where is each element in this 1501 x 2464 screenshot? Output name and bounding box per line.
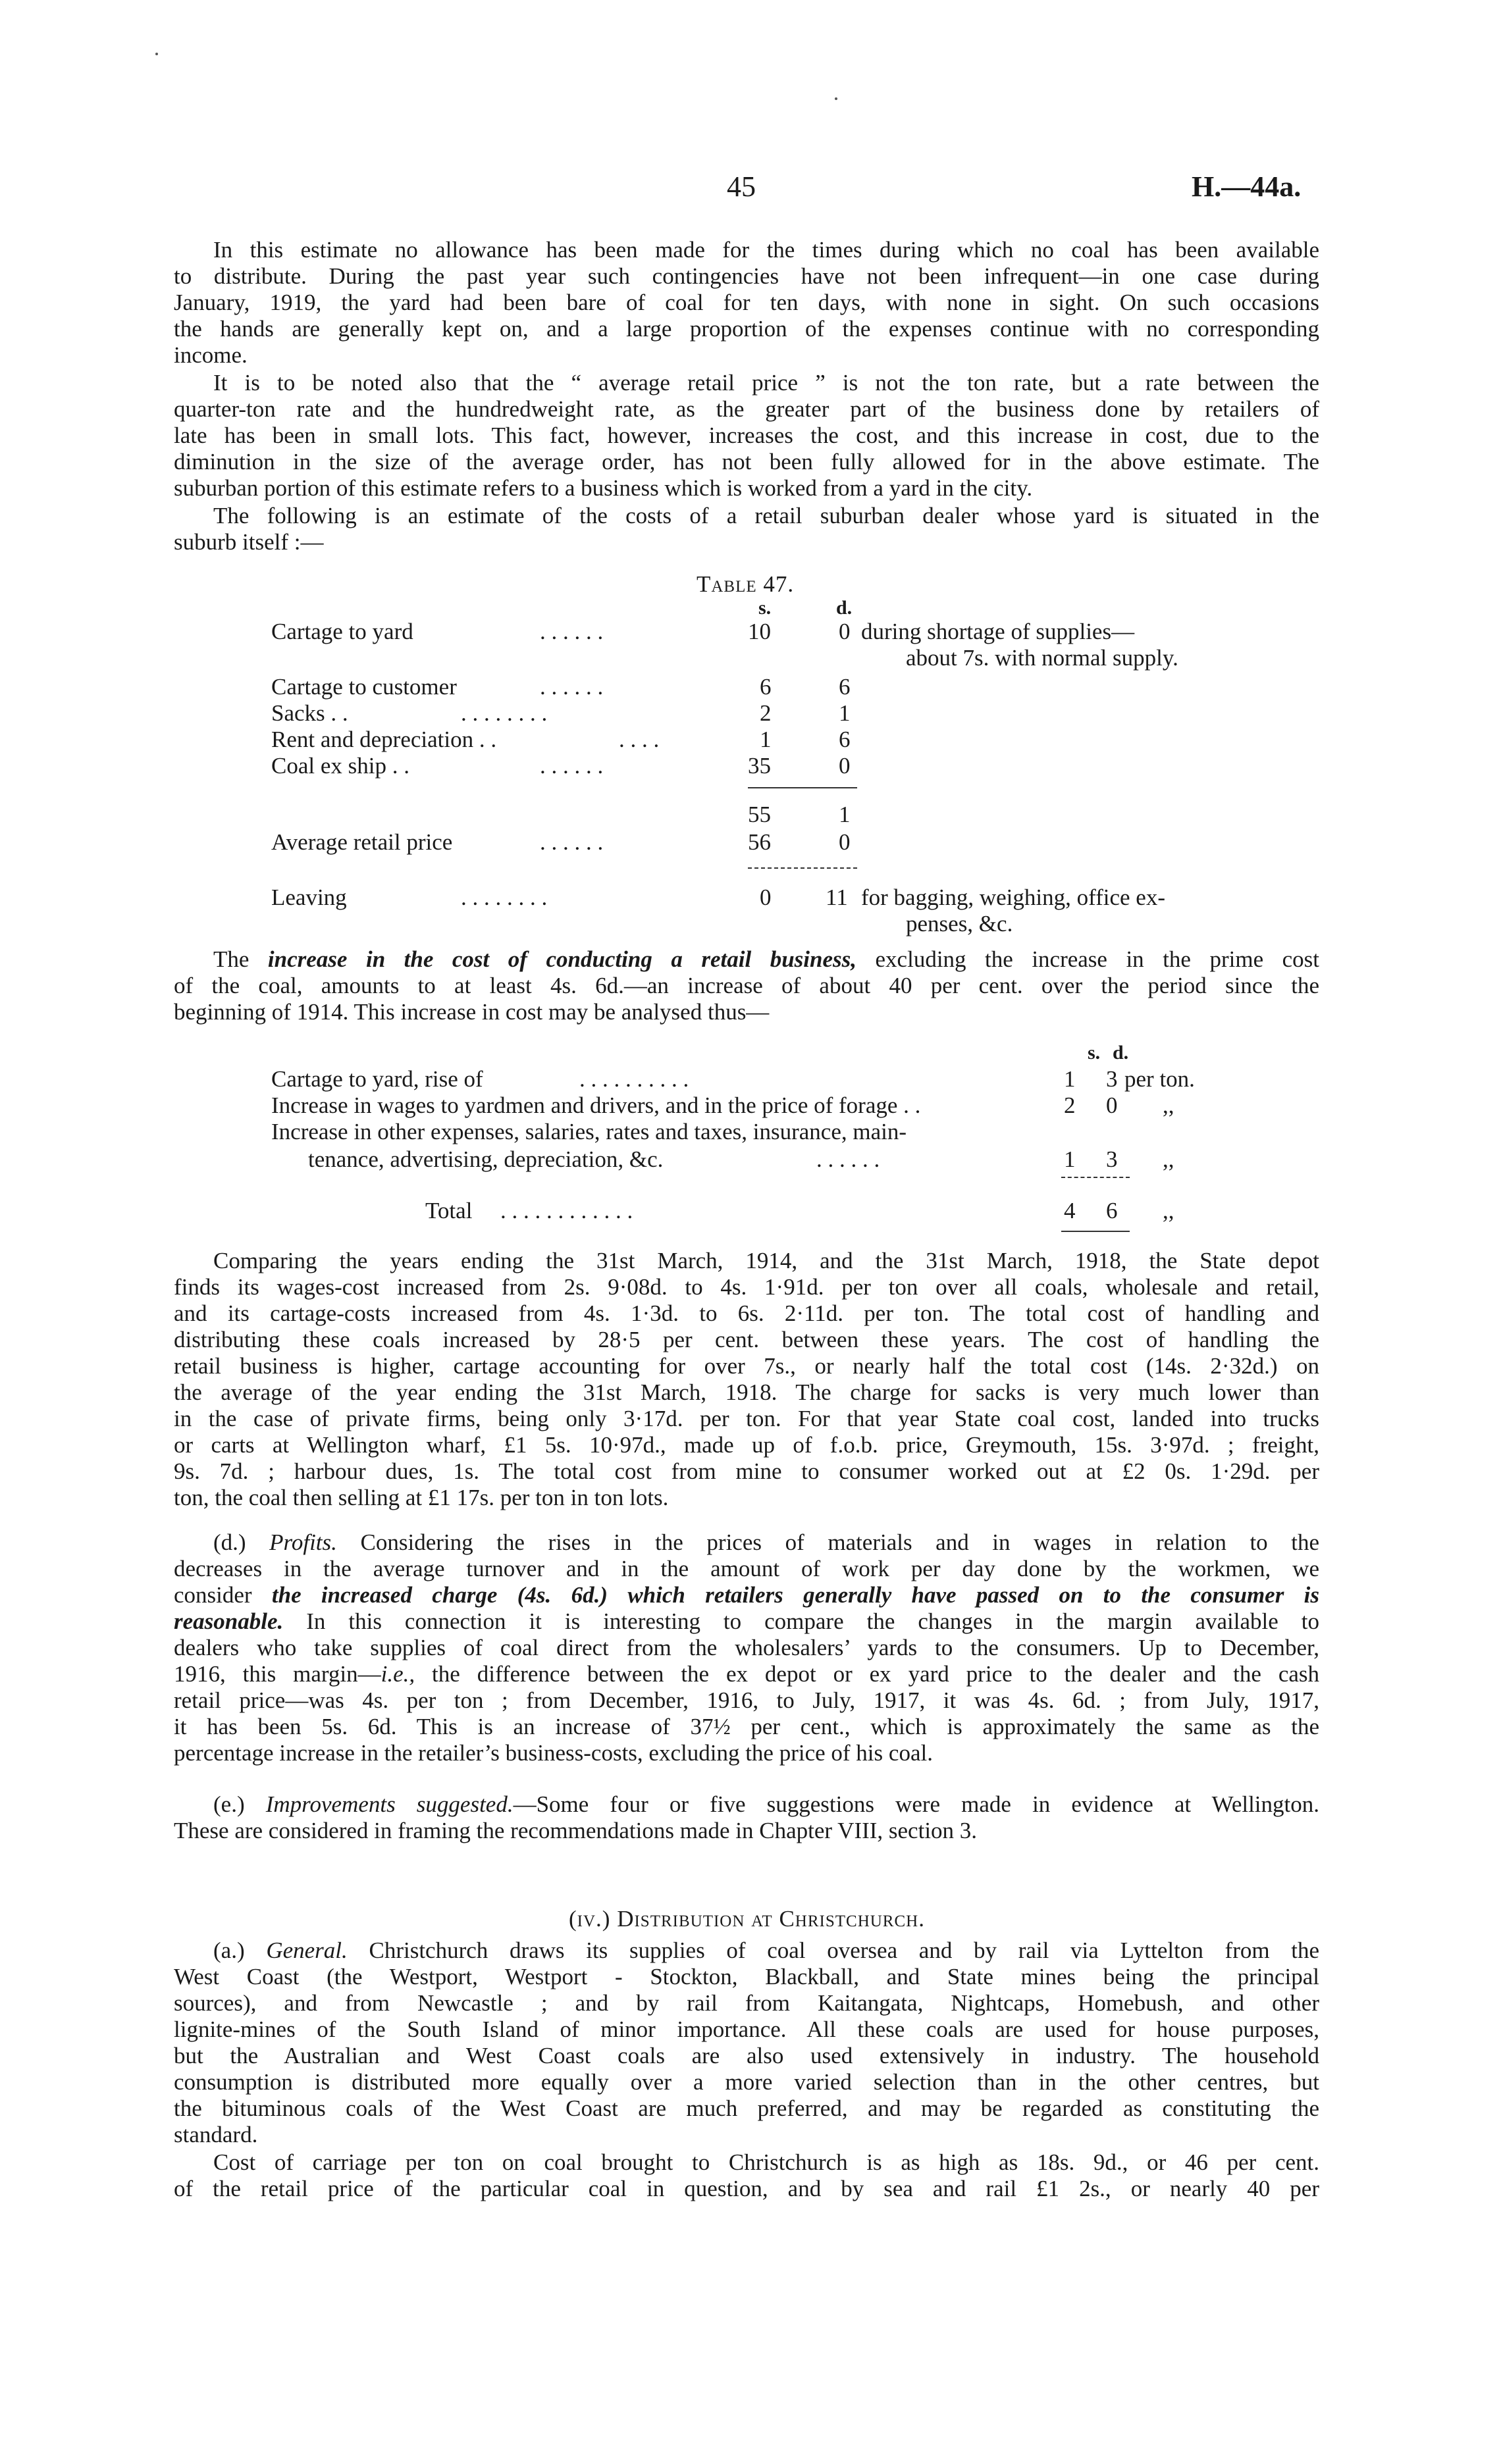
text-line: to distribute. During the past year such contingencies have not been infrequent—in one case during [174,263,1319,289]
text-line: the bituminous coals of the West Coast are much preferred, and may be regarded as constituting the [174,2095,1319,2121]
table-row-dots: . . . . . . [540,829,604,855]
text-line: In this estimate no allowance has been made for the times during which no coal has been available [213,237,1319,263]
text-line [174,1661,1319,1687]
text-line: These are considered in framing the recommendations made in Chapter VIII, section 3. [174,1818,978,1843]
text-line: ton, the coal then selling at £1 17s. per ton in ton lots. [174,1485,669,1510]
text-line [174,1938,1319,1964]
table-row-unit: ,, [1163,1146,1174,1172]
text-line [174,946,1319,973]
text-line: suburban portion of this estimate refers to a business which is worked from a yard in the city. [174,475,1033,501]
text-line: it has been 5s. 6d. This is an increase of 37½ per cent., which is approximately the same as the [174,1714,1319,1739]
table-rule [1061,1231,1130,1232]
text-line: income. [174,342,248,368]
section-heading: (iv.) Distribution at Christchurch. [569,1906,925,1932]
table-row-dots: . . . . [619,727,660,752]
table-row-label: Sacks . . [271,700,348,726]
table-row-shillings: 10 [748,619,771,644]
text-line: It is to be noted also that the “ average retail price ” is not the ton rate, but a rate between the [213,370,1319,396]
table-row-dots: . . . . . . . . [461,885,548,910]
text-line: diminution in the size of the average order, has not been fully allowed for in the above estimate. The [174,449,1319,475]
paragraph-label: (d.) [213,1529,246,1555]
text-line: the hands are generally kept on, and a large proportion of the expenses continue with no corresponding [174,316,1319,342]
text-line: suburb itself :— [174,529,324,555]
paragraph-label: (a.) [213,1938,245,1963]
text-line: finds its wages-cost increased from 2s. 9·08d. to 4s. 1·91d. per ton over all coals, wholesale and retail, [174,1274,1319,1300]
table-row-label: Cartage to yard, rise of [271,1066,483,1092]
text-line: percentage increase in the retailer’s business-costs, excluding the price of his coal. [174,1740,933,1766]
text-line: decreases in the average turnover and in the amount of work per day done by the workmen, we [174,1556,1319,1581]
table-row-pence: 6 [839,674,851,700]
table-rule [1061,1177,1130,1178]
table-col-s: s. [1088,1042,1101,1064]
table-row-label: tenance, advertising, depreciation, &c. [308,1146,664,1172]
table-47-col-s: s. [758,597,772,619]
table-subtotal-pence: 1 [839,802,851,827]
intro-paragraph-3 [174,503,1319,555]
table-total-pence: 6 [1106,1198,1118,1223]
table-row-shillings: 2 [1064,1092,1076,1118]
text-line: lignite-mines of the South Island of minor importance. All these coals are used for house purposes, [174,2016,1319,2042]
table-row-dots: . . . . . . . . . . [579,1066,689,1092]
table-row-note: about 7s. with normal supply. [906,645,1178,671]
table-row-label: Cartage to customer [271,674,457,700]
table-47-col-d: d. [836,597,853,619]
text-line: West Coast (the Westport, Westport - Stockton, Blackball, and State mines being the principal [174,1964,1319,1989]
table-rule [748,787,857,788]
table-row-unit: ,, [1163,1198,1174,1223]
table-row-dots: . . . . . . [540,753,604,779]
table-subtotal-shillings: 55 [748,802,771,827]
page-number: 45 [727,170,756,203]
table-row-pence: 11 [826,885,848,910]
text-line: of the retail price of the particular coal in question, and by sea and rail £1 2s., or nearly 40 per [174,2176,1319,2201]
text-line: Comparing the years ending the 31st March, 1914, and the 31st March, 1918, the State depot [213,1248,1319,1273]
text-line: quarter-ton rate and the hundredweight rate, as the greater part of the business done by retailers of [174,396,1319,422]
table-row-label: Rent and depreciation . . [271,727,497,752]
table-row-dots: . . . . . . [816,1146,880,1172]
paragraph-label: (e.) [213,1791,245,1817]
table-row-pence: 1 [839,700,851,726]
intro-paragraph-1 [174,237,1319,369]
text-run: the difference between the ex depot or ex yard price to the dealer and the cash [415,1661,1320,1687]
table-row-shillings: 1 [1064,1066,1076,1092]
table-row-shillings: 1 [1064,1146,1076,1172]
text-run: The [213,946,268,972]
table-row-pence: 0 [839,829,851,855]
text-line [174,1529,1319,1556]
table-row-label: Increase in wages to yardmen and drivers, and in the price of forage . . [271,1092,921,1118]
text-run: 1916, this margin— [174,1661,381,1687]
text-run: In this connection it is interesting to compare the changes in the margin available to [283,1608,1319,1634]
table-row-shillings: 35 [748,753,771,779]
paragraph-heading: Improvements suggested. [265,1791,514,1817]
table-total-shillings: 4 [1064,1198,1076,1223]
table-rule [748,867,857,869]
emphasis-text: reasonable. [174,1608,284,1634]
text-line [174,1582,1319,1608]
text-line [174,1608,1319,1635]
text-line: retail business is higher, cartage accounting for over 7s., or nearly half the total cost (14s. 2·32d.) on [174,1353,1319,1379]
text-line: consumption is distributed more equally over a more varied selection than in the other centres, but [174,2069,1319,2095]
emphasis-text: i.e., [381,1661,415,1687]
text-line: January, 1919, the yard had been bare of coal for ten days, with none in sight. On such occasions [174,290,1319,315]
table-row-note: penses, &c. [906,911,1013,937]
table-row-shillings: 0 [760,885,772,910]
table-row-pence: 3 [1106,1066,1118,1092]
text-line: dealers who take supplies of coal direct from the wholesalers’ yards to the consumers. Up to December, [174,1635,1319,1660]
table-total-label: Total [425,1198,473,1223]
table-row-dots: . . . . . . [540,619,604,644]
table-row-dots: . . . . . . [540,674,604,700]
scan-speck [835,97,837,100]
table-row-pence: 3 [1106,1146,1118,1172]
paragraph-heading: Profits. [269,1529,337,1555]
table-row-label: Increase in other expenses, salaries, rates and taxes, insurance, main- [271,1119,907,1144]
table-row-shillings: 1 [760,727,772,752]
table-col-d: d. [1113,1042,1129,1064]
text-line: the average of the year ending the 31st March, 1918. The charge for sacks is very much lower than [174,1379,1319,1405]
table-row-pence: 0 [839,619,851,644]
general-paragraph [174,1938,1319,2148]
table-row-unit: per ton. [1124,1066,1195,1092]
improvements-paragraph [174,1791,1319,1844]
text-line: The following is an estimate of the costs of a retail suburban dealer whose yard is situated in the [213,503,1319,528]
text-line [174,1791,1319,1818]
text-line: 9s. 7d. ; harbour dues, 1s. The total cost from mine to consumer worked out at £2 0s. 1·29d. per [174,1458,1319,1484]
table-row-shillings: 56 [748,829,771,855]
table-row-label: Cartage to yard [271,619,413,644]
text-line: beginning of 1914. This increase in cost may be analysed thus— [174,999,770,1025]
text-run: —Some four or five suggestions were made in evidence at Wellington. [513,1791,1320,1817]
table-47-title: Table 47. [697,571,795,597]
table-row-dots: . . . . . . . . . . . . [500,1198,633,1223]
scan-speck [155,53,158,55]
table-row-note: for bagging, weighing, office ex- [861,885,1165,910]
text-run: consider [174,1582,272,1608]
table-row-pence: 0 [839,753,851,779]
table-row-shillings: 6 [760,674,772,700]
text-line: and its cartage-costs increased from 4s. 1·3d. to 6s. 2·11d. per ton. The total cost of handling and [174,1300,1319,1326]
text-line: retail price—was 4s. per ton ; from December, 1916, to July, 1917, it was 4s. 6d. ; from July, 1917, [174,1687,1319,1713]
comparing-paragraph [174,1248,1319,1511]
text-line: but the Australian and West Coast coals are also used extensively in industry. The household [174,2043,1319,2068]
emphasis-text: the increased charge (4s. 6d.) which retailers generally have passed on to the consumer is [271,1582,1319,1608]
paragraph-heading: General. [266,1938,348,1963]
text-run: Christchurch draws its supplies of coal oversea and by rail via Lyttelton from the [369,1938,1320,1963]
table-row-dots: . . . . . . . . [461,700,548,726]
table-row-label: Leaving [271,885,347,910]
carriage-paragraph [174,2149,1319,2202]
table-row-pence: 6 [839,727,851,752]
text-line: or carts at Wellington wharf, £1 5s. 10·97d., made up of f.o.b. price, Greymouth, 15s. 3·97d. ; freight, [174,1432,1319,1458]
table-row-shillings: 2 [760,700,772,726]
text-line: sources), and from Newcastle ; and by rail from Kaitangata, Nightcaps, Homebush, and other [174,1990,1319,2016]
text-line: of the coal, amounts to at least 4s. 6d.—an increase of about 40 per cent. over the period since the [174,973,1319,998]
text-line: distributing these coals increased by 28·5 per cent. between these years. The cost of handling the [174,1327,1319,1352]
text-line: late has been in small lots. This fact, however, increases the cost, and this increase in cost, due to the [174,423,1319,448]
table-row-unit: ,, [1163,1092,1174,1118]
table-row-pence: 0 [1106,1092,1118,1118]
table-row-note: during shortage of supplies— [861,619,1135,644]
table-row-label: Coal ex ship . . [271,753,409,779]
text-line: standard. [174,2122,258,2147]
profits-paragraph [174,1529,1319,1766]
increase-paragraph [174,946,1319,1025]
emphasis-text: increase in the cost of conducting a retail business, [267,946,857,972]
document-code: H.—44a. [1192,170,1302,203]
text-run: Considering the rises in the prices of materials and in wages in relation to the [360,1529,1320,1555]
text-run: excluding the increase in the prime cost [856,946,1319,972]
text-line: Cost of carriage per ton on coal brought to Christchurch is as high as 18s. 9d., or 46 per cent. [213,2149,1319,2175]
intro-paragraph-2 [174,370,1319,501]
text-line: in the case of private firms, being only 3·17d. per ton. For that year State coal cost, landed into trucks [174,1406,1319,1431]
table-row-label: Average retail price [271,829,453,855]
